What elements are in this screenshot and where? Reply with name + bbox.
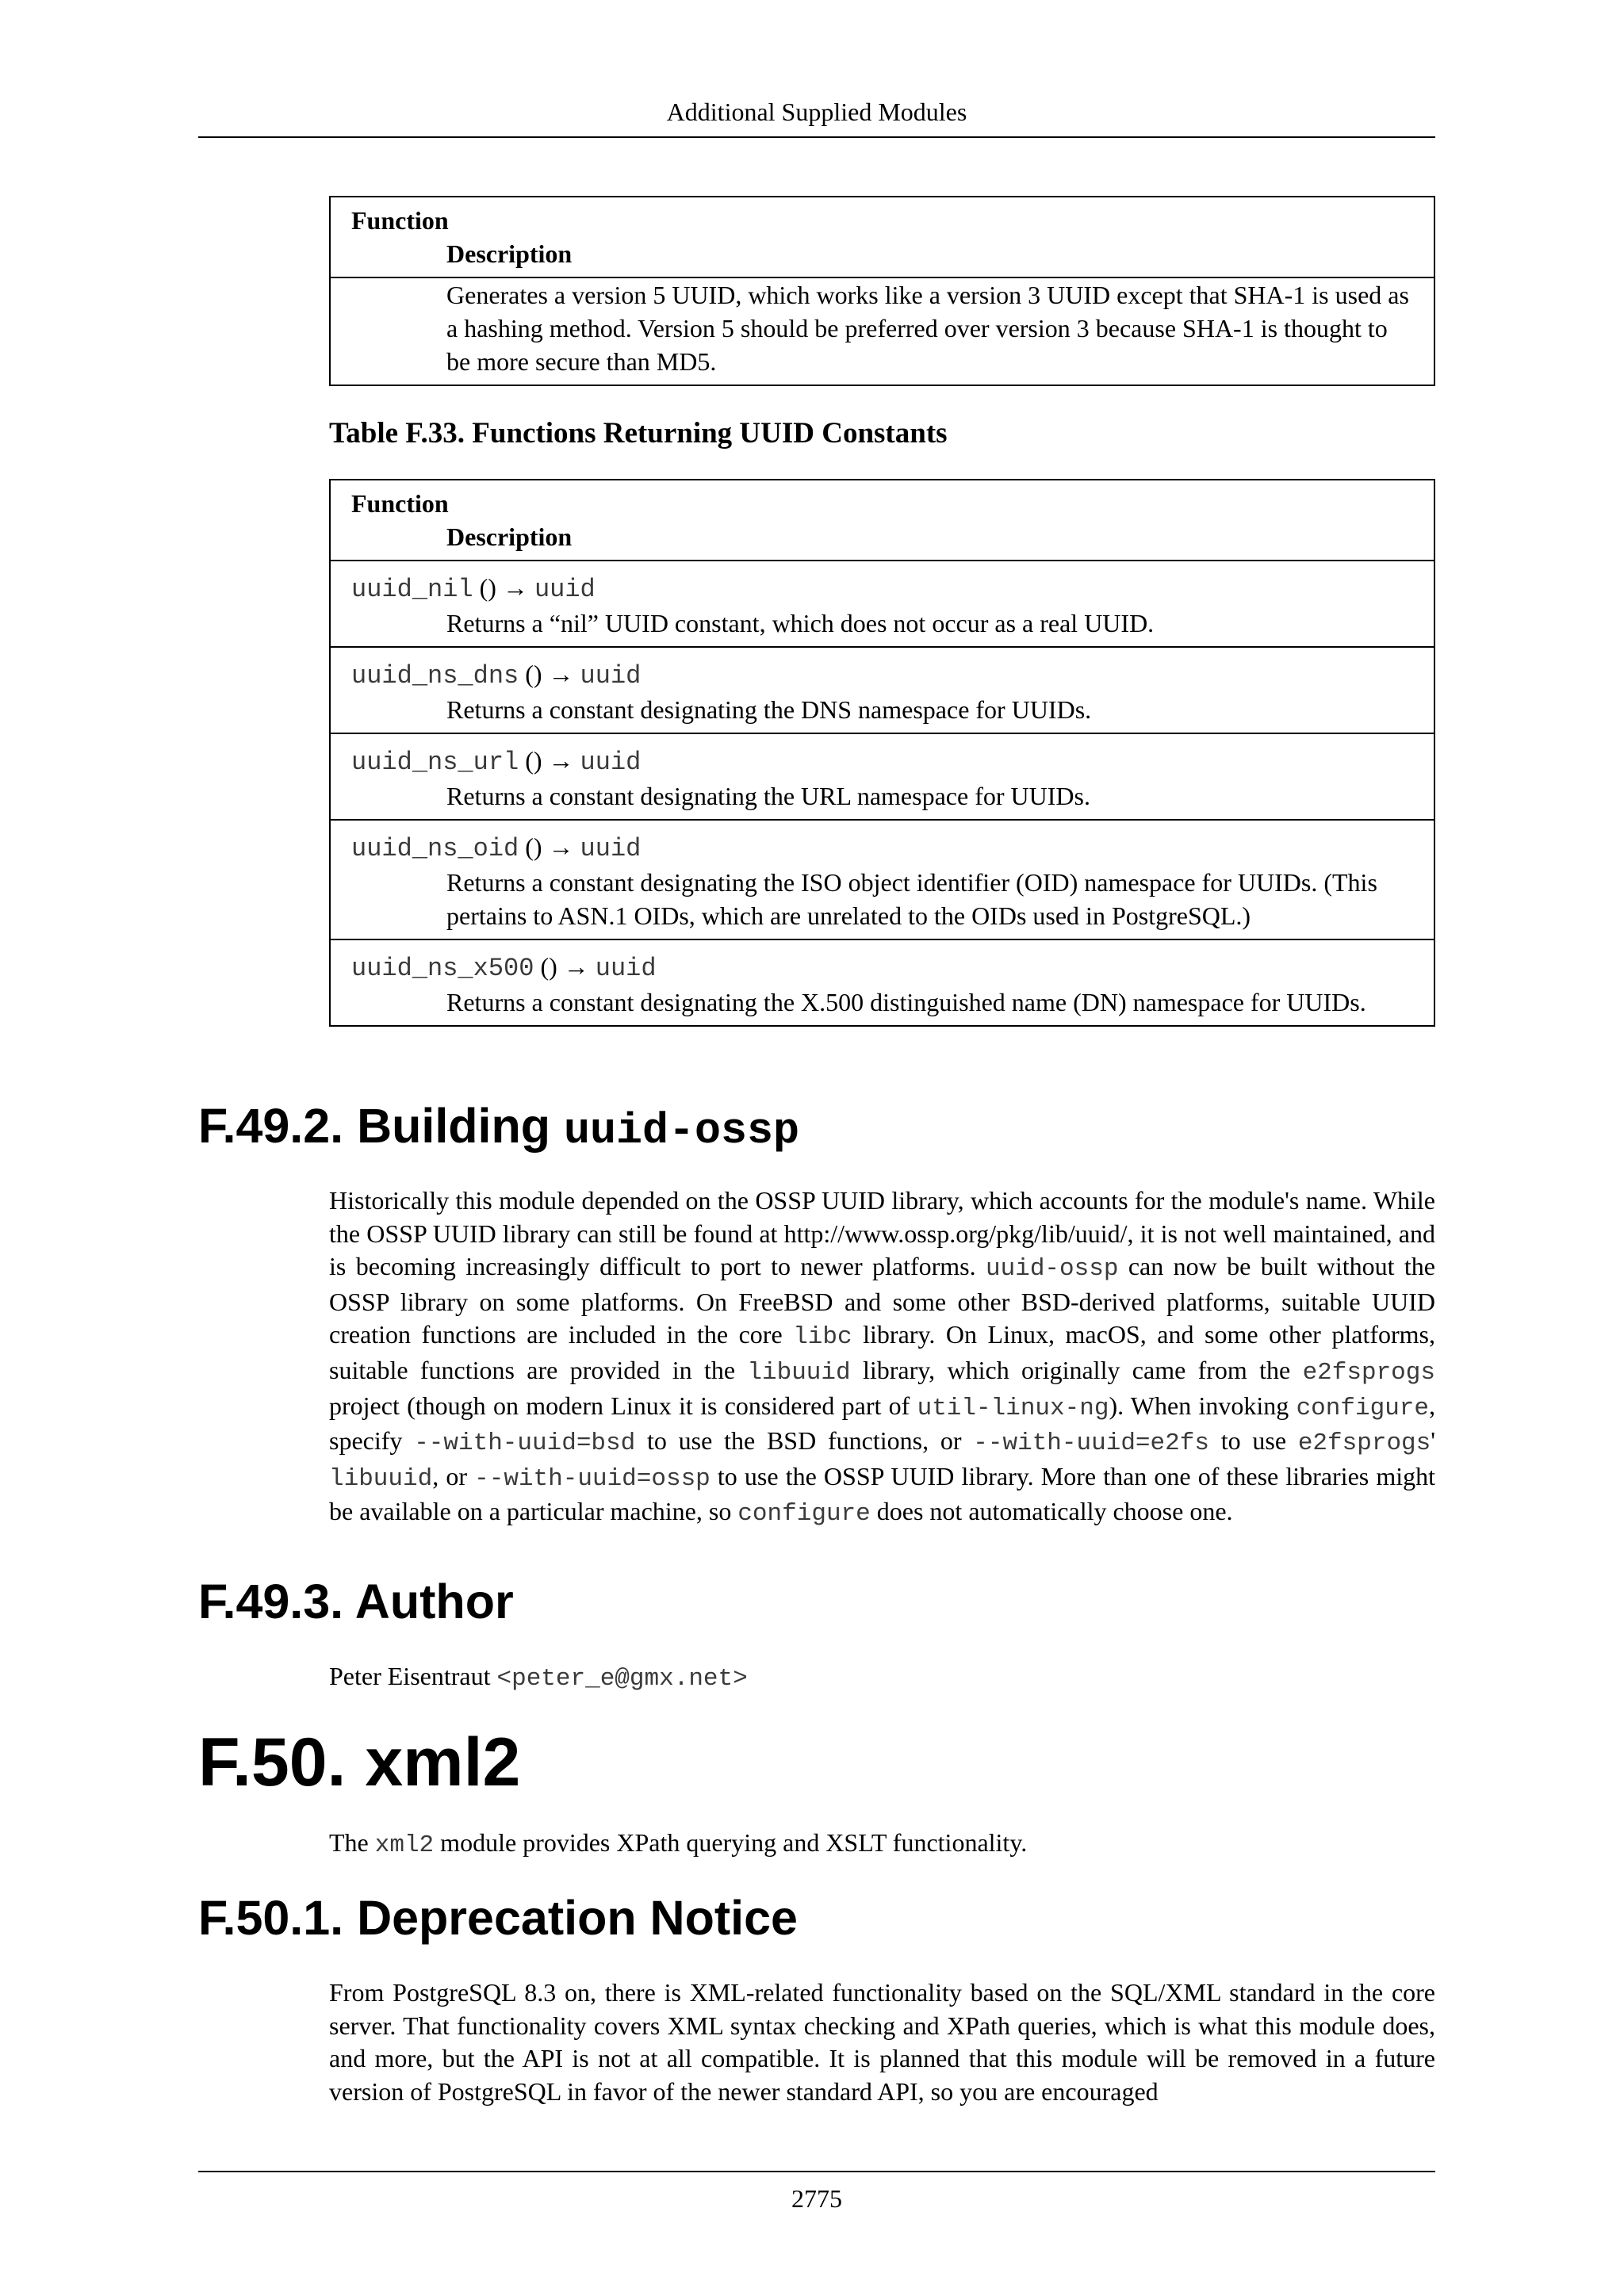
table-row xyxy=(331,646,1434,733)
inline-code: libc xyxy=(793,1323,852,1352)
return-arrow: → xyxy=(502,573,528,602)
table-header xyxy=(331,197,1434,278)
return-type: uuid xyxy=(595,954,657,983)
page-number: 2775 xyxy=(791,2184,842,2213)
text-run: to use xyxy=(1208,1426,1298,1456)
function-params: () xyxy=(473,573,503,602)
running-header: Additional Supplied Modules xyxy=(666,98,967,126)
return-arrow: → xyxy=(548,832,574,861)
header-rule xyxy=(198,136,1435,138)
text-run: to use the BSD functions, or xyxy=(635,1426,974,1456)
header-description: Description xyxy=(446,239,573,268)
author-line xyxy=(329,1660,1435,1696)
function-signature xyxy=(351,571,1413,607)
chapter-heading-xml2: F.50. xml2 xyxy=(198,1724,521,1800)
function-description: Returns a constant designating the DNS namespace for UUIDs. xyxy=(446,695,1092,724)
section-heading-deprecation: F.50.1. Deprecation Notice xyxy=(198,1891,798,1945)
inline-code: e2fsprogs xyxy=(1302,1358,1435,1387)
text-run: can now be built without the OSSP library on some platforms. On FreeBSD and some other BSD-derived platforms, suitable UUID creation functions are included in the core xyxy=(329,1252,1436,1349)
header-description: Description xyxy=(446,522,573,551)
function-params: () xyxy=(534,952,564,981)
return-type: uuid xyxy=(580,661,642,691)
header-function: Function xyxy=(351,489,449,518)
intro-text-after: module provides XPath querying and XSLT functionality. xyxy=(434,1828,1028,1857)
function-params: () xyxy=(519,832,549,861)
xml2-intro xyxy=(329,1827,1435,1862)
text-run: Historically this module depended on the OSSP UUID library, which accounts for the module's name. While the OSSP UUID library can still be found at http://www.ossp.org/pkg/lib/uuid/, it is not well maintained, and is becoming increasingly difficult to port to newer platforms. xyxy=(329,1186,1435,1281)
text-run: ' xyxy=(1431,1426,1436,1456)
function-name: uuid_ns_x500 xyxy=(351,954,534,983)
function-signature xyxy=(351,657,1413,693)
return-type: uuid xyxy=(534,575,596,604)
table-row xyxy=(331,733,1434,819)
return-arrow: → xyxy=(563,952,589,981)
table-caption: Table F.33. Functions Returning UUID Constants xyxy=(329,417,948,450)
inline-code: configure xyxy=(737,1500,871,1529)
inline-code: e2fsprogs xyxy=(1297,1429,1431,1458)
text-run: library. On Linux, macOS, and some other platforms, suitable functions are provided in the xyxy=(329,1320,1436,1384)
deprecation-paragraph: From PostgreSQL 8.3 on, there is XML-related functionality based on the SQL/XML standard in the core server. That functionality covers XML syntax checking and XPath queries, which is what this module does, and more, but the API is not at all compatible. It is planned that this module will be removed in a future version of PostgreSQL in favor of the newer standard API, so you are encouraged xyxy=(329,1978,1435,2106)
return-arrow: → xyxy=(548,660,574,688)
function-signature xyxy=(351,950,1413,985)
function-signature xyxy=(351,830,1413,866)
author-name: Peter Eisentraut xyxy=(329,1662,497,1690)
table-row xyxy=(331,939,1434,1025)
intro-text-before: The xyxy=(329,1828,375,1857)
footer-rule xyxy=(198,2171,1435,2172)
text-run: ). When invoking xyxy=(1109,1391,1297,1420)
inline-code: uuid-ossp xyxy=(986,1255,1119,1284)
function-name: uuid_ns_url xyxy=(351,748,519,777)
return-type: uuid xyxy=(580,748,642,777)
function-description: Returns a “nil” UUID constant, which does not occur as a real UUID. xyxy=(446,609,1155,637)
function-name: uuid_ns_oid xyxy=(351,834,519,863)
table-row xyxy=(331,561,1434,646)
table-header xyxy=(331,480,1434,561)
table-row xyxy=(331,278,1434,385)
inline-code: libuuid xyxy=(329,1464,433,1493)
function-table-continued xyxy=(329,196,1435,386)
return-arrow: → xyxy=(548,746,574,775)
heading-code: uuid-ossp xyxy=(563,1106,800,1156)
text-run: , specify xyxy=(329,1391,1436,1456)
inline-code: --with-uuid=e2fs xyxy=(973,1429,1209,1458)
text-run: does not automatically choose one. xyxy=(870,1497,1233,1526)
building-paragraph xyxy=(329,1184,1435,1531)
return-type: uuid xyxy=(580,834,642,863)
section-heading-building xyxy=(198,1098,799,1159)
inline-code: --with-uuid=bsd xyxy=(414,1429,636,1458)
text-run: library, which originally came from the xyxy=(850,1355,1303,1384)
text-run: to use the OSSP UUID library. More than one of these libraries might be available on a particular machine, so xyxy=(329,1461,1436,1526)
function-name: uuid_nil xyxy=(351,575,473,604)
intro-code: xml2 xyxy=(374,1831,435,1859)
text-run: , or xyxy=(432,1461,475,1490)
function-signature xyxy=(351,744,1413,779)
inline-code: --with-uuid=ossp xyxy=(474,1464,710,1493)
function-name: uuid_ns_dns xyxy=(351,661,519,691)
inline-code: util-linux-ng xyxy=(917,1394,1109,1422)
header-function: Function xyxy=(351,206,449,235)
uuid-constants-table xyxy=(329,479,1435,1027)
function-params: () xyxy=(519,660,549,688)
inline-code: configure xyxy=(1296,1394,1430,1422)
function-description: Returns a constant designating the URL namespace for UUIDs. xyxy=(446,782,1090,810)
section-heading-author: F.49.3. Author xyxy=(198,1575,514,1628)
table-row xyxy=(331,819,1434,939)
function-description: Returns a constant designating the X.500 distinguished name (DN) namespace for UUIDs. xyxy=(446,988,1366,1016)
text-run: project (though on modern Linux it is considered part of xyxy=(329,1391,917,1420)
function-description: Returns a constant designating the ISO object identifier (OID) namespace for UUIDs. (This pertains to ASN.1 OIDs, which are unrelated to the OIDs used in PostgreSQL.) xyxy=(446,868,1377,930)
row-description: Generates a version 5 UUID, which works like a version 3 UUID except that SHA-1 is used as a hashing method. Version 5 should be preferred over version 3 because SHA-1 is thought to be more secure than MD5. xyxy=(446,281,1409,376)
inline-code: libuuid xyxy=(747,1358,851,1387)
heading-text: F.49.2. Building xyxy=(198,1099,564,1153)
function-params: () xyxy=(519,746,549,775)
author-email: <peter_e@gmx.net> xyxy=(496,1665,748,1693)
